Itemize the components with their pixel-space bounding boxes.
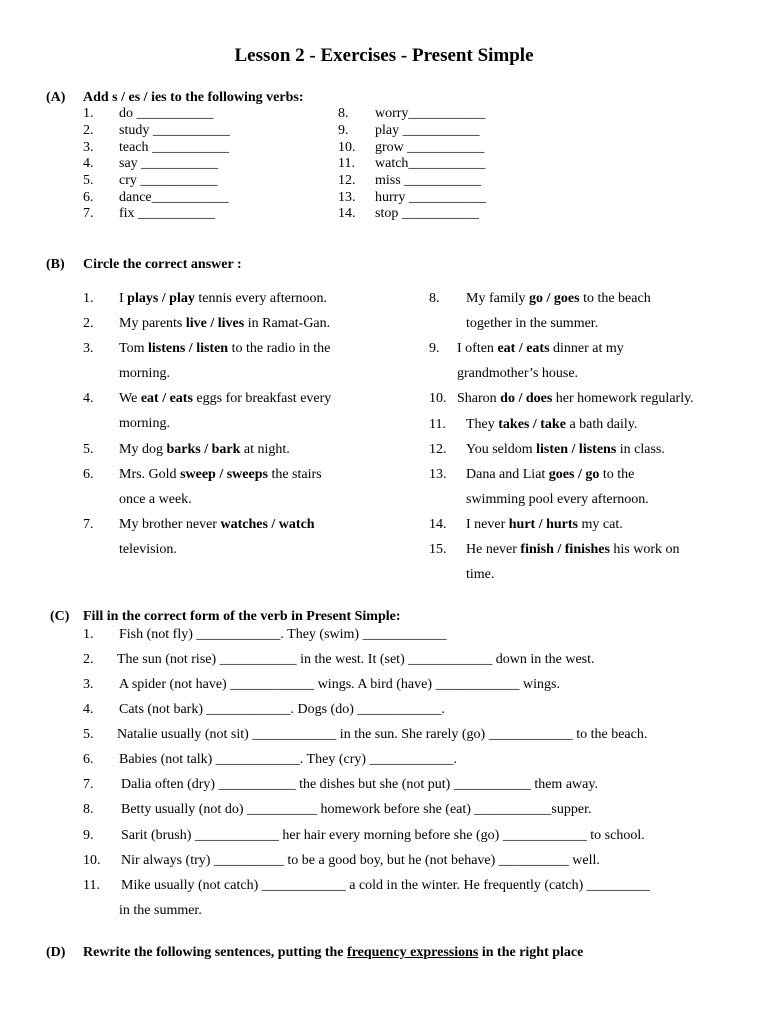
answer-choices: listens / listen [147, 341, 229, 356]
list-item-number: 1. [83, 106, 94, 121]
list-item-text [466, 542, 680, 558]
list-item-number: 8. [429, 291, 440, 306]
sentence-start: Sharon [457, 391, 501, 406]
list-item-number: 3. [83, 677, 94, 692]
list-item-continuation: once a week. [119, 492, 192, 507]
list-item-text: study ___________ [119, 123, 230, 138]
list-item-number: 11. [338, 156, 355, 171]
answer-choices: listen / listens [536, 442, 617, 457]
list-item-number: 10. [338, 140, 356, 155]
list-item-number: 4. [83, 156, 94, 171]
list-item-number: 1. [83, 291, 94, 306]
answer-choices: do / does [500, 391, 553, 406]
section-d-heading-underlined: frequency expressions [347, 945, 479, 960]
sentence-start: Dana and Liat [466, 467, 549, 482]
list-item-number: 5. [83, 173, 94, 188]
sentence-start: I never [466, 517, 509, 532]
sentence-start: He never [466, 542, 521, 557]
answer-choices: eat / eats [497, 341, 550, 356]
sentence-end: to the [599, 467, 635, 482]
list-item-number: 7. [83, 777, 94, 792]
list-item-text: Betty usually (not do) __________ homework before she (eat) ___________supper. [121, 802, 592, 817]
sentence-start: My brother never [119, 517, 221, 532]
list-item-text [457, 391, 694, 407]
sentence-start: I often [457, 341, 498, 356]
sentence-start: My family [466, 291, 529, 306]
list-item-text: Dalia often (dry) ___________ the dishes but she (not put) ___________ them away. [121, 777, 598, 792]
sentence-start: Tom [119, 341, 148, 356]
list-item-text [119, 442, 290, 458]
sentence-end: his work on [609, 542, 680, 557]
list-item-text [119, 467, 322, 483]
list-item-text [466, 291, 651, 307]
answer-choices: go / goes [529, 291, 580, 306]
sentence-start: We [119, 391, 141, 406]
section-d-label: (D) [46, 945, 66, 960]
list-item-number: 10. [83, 853, 101, 868]
list-item-number: 5. [83, 442, 94, 457]
sentence-start: You seldom [466, 442, 537, 457]
sentence-end: in Ramat-Gan. [244, 316, 331, 331]
list-item-number: 13. [429, 467, 447, 482]
list-item-text: dance___________ [119, 190, 229, 205]
list-item-text: say ___________ [119, 156, 219, 171]
list-item-continuation: together in the summer. [466, 316, 599, 331]
sentence-end: to the beach [579, 291, 651, 306]
list-item-text [466, 517, 623, 533]
list-item-number: 11. [83, 878, 100, 893]
answer-choices: sweep / sweeps [180, 467, 268, 482]
list-item-continuation: morning. [119, 416, 170, 431]
list-item-text [466, 467, 634, 483]
list-item-number: 6. [83, 467, 94, 482]
list-item-text [119, 391, 331, 407]
list-item-text: grow ___________ [375, 140, 485, 155]
list-item-text: hurry ___________ [375, 190, 486, 205]
answer-choices: watches / watch [220, 517, 315, 532]
list-item-number: 4. [83, 391, 94, 406]
answer-choices: hurt / hurts [508, 517, 578, 532]
answer-choices: plays / play [127, 291, 195, 306]
list-item-number: 8. [338, 106, 349, 121]
list-item-number: 3. [83, 341, 94, 356]
list-item-text: Mike usually (not catch) ____________ a cold in the winter. He frequently (catch) _________ [121, 878, 650, 893]
list-item-number: 11. [429, 417, 446, 432]
list-item-number: 6. [83, 752, 94, 767]
list-item-text: watch___________ [375, 156, 486, 171]
list-item-number: 1. [83, 627, 94, 642]
sentence-end: at night. [240, 442, 290, 457]
sentence-start: Mrs. Gold [119, 467, 181, 482]
list-item-number: 10. [429, 391, 447, 406]
list-item-text: worry___________ [375, 106, 486, 121]
list-item-number: 2. [83, 316, 94, 331]
list-item-text [119, 341, 330, 357]
sentence-end: tennis every afternoon. [194, 291, 328, 306]
list-item-number: 3. [83, 140, 94, 155]
answer-choices: barks / bark [166, 442, 241, 457]
list-item-number: 9. [429, 341, 440, 356]
list-item-text: Fish (not fly) ____________. They (swim) ____________ [119, 627, 447, 642]
list-item-number: 5. [83, 727, 94, 742]
list-item-text: stop ___________ [375, 206, 479, 221]
list-item-text: teach ___________ [119, 140, 230, 155]
list-item-number: 12. [429, 442, 447, 457]
sentence-end: her homework regularly. [552, 391, 694, 406]
list-item-text: The sun (not rise) ___________ in the west. It (set) ____________ down in the west. [117, 652, 595, 667]
sentence-start: My dog [119, 442, 167, 457]
section-a-label: (A) [46, 90, 66, 105]
list-item-text: Babies (not talk) ____________. They (cry) ____________. [119, 752, 458, 767]
list-item-text [119, 291, 327, 307]
section-b-label: (B) [46, 257, 65, 272]
list-item-text: A spider (not have) ____________ wings. A bird (have) ____________ wings. [119, 677, 560, 692]
list-item-number: 7. [83, 206, 94, 221]
list-item-continuation: in the summer. [119, 903, 202, 918]
section-c-label: (C) [50, 609, 70, 624]
section-d-heading-pre: Rewrite the following sentences, putting the [83, 945, 348, 960]
list-item-text: Natalie usually (not sit) ____________ in the sun. She rarely (go) ____________ to the beach. [117, 727, 648, 742]
list-item-number: 13. [338, 190, 356, 205]
list-item-text: Cats (not bark) ____________. Dogs (do) ____________. [119, 702, 445, 717]
page-title: Lesson 2 - Exercises - Present Simple [234, 45, 534, 66]
list-item-number: 2. [83, 123, 94, 138]
section-c-heading: Fill in the correct form of the verb in Present Simple: [83, 609, 401, 624]
list-item-continuation: swimming pool every afternoon. [466, 492, 649, 507]
list-item-number: 6. [83, 190, 94, 205]
sentence-end: the stairs [267, 467, 322, 482]
sentence-start: They [466, 417, 499, 432]
list-item-text: Sarit (brush) ____________ her hair every morning before she (go) ____________ to school. [121, 828, 645, 843]
answer-choices: takes / take [498, 417, 566, 432]
list-item-continuation: time. [466, 567, 495, 582]
list-item-continuation: morning. [119, 366, 170, 381]
section-d-heading [83, 945, 583, 961]
list-item-text [466, 442, 665, 458]
answer-choices: eat / eats [140, 391, 193, 406]
section-a-heading: Add s / es / ies to the following verbs: [83, 90, 304, 105]
section-d-heading-post: in the right place [478, 945, 584, 960]
list-item-text [466, 417, 637, 433]
list-item-number: 8. [83, 802, 94, 817]
answer-choices: finish / finishes [520, 542, 610, 557]
list-item-number: 4. [83, 702, 94, 717]
list-item-number: 9. [83, 828, 94, 843]
list-item-number: 15. [429, 542, 447, 557]
sentence-start: My parents [119, 316, 186, 331]
list-item-number: 12. [338, 173, 356, 188]
answer-choices: goes / go [548, 467, 600, 482]
list-item-text: do ___________ [119, 106, 214, 121]
sentence-start: I [119, 291, 128, 306]
list-item-text: Nir always (try) __________ to be a good boy, but he (not behave) __________ well. [121, 853, 600, 868]
list-item-number: 9. [338, 123, 349, 138]
list-item-number: 14. [429, 517, 447, 532]
sentence-end: my cat. [578, 517, 623, 532]
sentence-end: a bath daily. [565, 417, 638, 432]
list-item-text [119, 316, 330, 332]
list-item-continuation: television. [119, 542, 177, 557]
list-item-number: 2. [83, 652, 94, 667]
list-item-text [119, 517, 315, 533]
sentence-end: dinner at my [549, 341, 624, 356]
sentence-end: eggs for breakfast every [192, 391, 332, 406]
list-item-text: miss ___________ [375, 173, 482, 188]
sentence-end: to the radio in the [228, 341, 331, 356]
list-item-text: play ___________ [375, 123, 480, 138]
list-item-number: 7. [83, 517, 94, 532]
answer-choices: live / lives [185, 316, 245, 331]
list-item-text [457, 341, 624, 357]
section-b-heading: Circle the correct answer : [83, 257, 242, 272]
list-item-text: cry ___________ [119, 173, 218, 188]
list-item-number: 14. [338, 206, 356, 221]
list-item-text: fix ___________ [119, 206, 216, 221]
list-item-continuation: grandmother’s house. [457, 366, 579, 381]
sentence-end: in class. [616, 442, 665, 457]
